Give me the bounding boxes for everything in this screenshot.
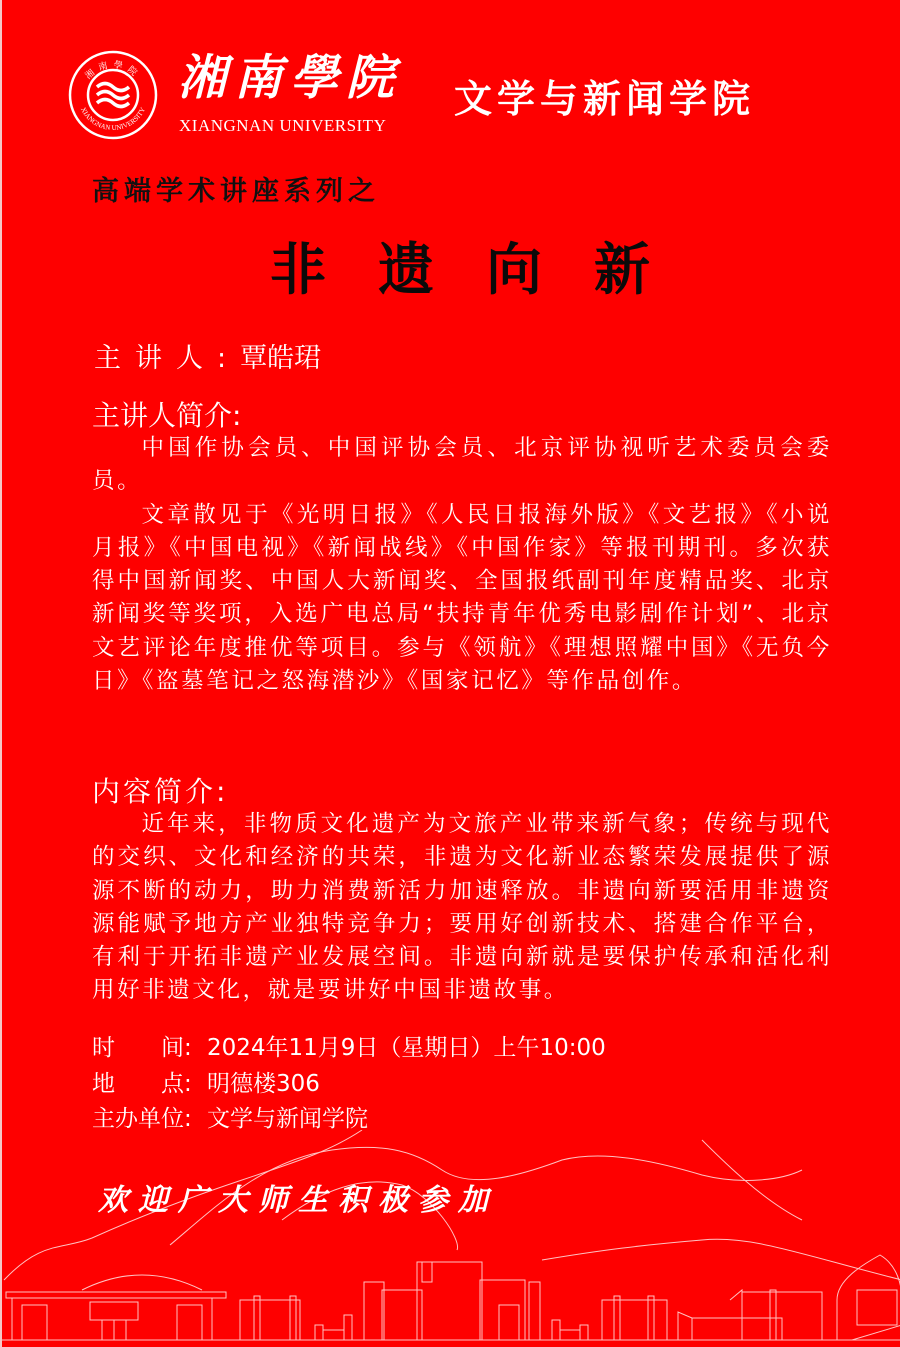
speaker-bio — [92, 432, 832, 698]
lecture-title-char: 向 — [486, 238, 542, 303]
university-name-chinese: 湘南學院 — [178, 50, 403, 106]
campus-skyline-illustration — [2, 1130, 900, 1347]
svg-text:XIANGNAN UNIVERSITY: XIANGNAN UNIVERSITY — [78, 106, 148, 133]
lecture-title-char: 新 — [594, 238, 650, 303]
speaker-line — [94, 345, 321, 372]
event-location-label: 地 点: — [92, 1071, 192, 1097]
event-organizer — [92, 1108, 368, 1131]
event-location — [92, 1073, 320, 1096]
svg-text:湘南學院: 湘南學院 — [83, 60, 143, 82]
event-time-value: 2024年11月9日（星期日）上午10:00 — [207, 1035, 606, 1061]
event-location-value: 明德楼306 — [207, 1071, 320, 1097]
lecture-title-char: 遗 — [378, 238, 434, 303]
content-intro-heading: 内容简介: — [92, 775, 229, 808]
bio-paragraph: 文章散见于《光明日报》《人民日报海外版》《文艺报》《小说月报》《中国电视》《新闻战线》《中国作家》等报刊期刊。多次获得中国新闻奖、中国人大新闻奖、全国报纸副刊年度精品奖、北京新闻奖等奖项，入选广电总局“扶持青年优秀电影剧作计划”、北京文艺评论年度推优等项目。参与《领航》《理想照耀中国》《无负今日》《盗墓笔记之怒海潜沙》《国家记忆》等作品创作。 — [92, 501, 832, 695]
content-intro — [92, 808, 832, 1008]
speaker-bio-heading: 主讲人简介: — [92, 399, 242, 432]
university-name-english: XIANGNAN UNIVERSITY — [179, 116, 387, 135]
intro-paragraph: 近年来，非物质文化遗产为文旅产业带来新气象；传统与现代的交织、文化和经济的共荣，非遗为文化新业态繁荣发展提供了源源不断的动力，助力消费新活力加速释放。非遗向新要活用非遗资源能赋予地方产业独特竞争力；要用好创新技术、搭建合作平台，有利于开拓非遗产业发展空间。非遗向新就是要保护传承和活化利用好非遗文化，就是要讲好中国非遗故事。 — [92, 811, 832, 1004]
event-organizer-value: 文学与新闻学院 — [207, 1106, 368, 1132]
college-name: 文学与新闻学院 — [454, 77, 756, 121]
speaker-name: 覃皓珺 — [240, 343, 322, 374]
welcome-slogan: 欢迎广大师生积极参加 — [98, 1183, 498, 1218]
lecture-title — [270, 238, 702, 303]
event-organizer-label: 主办单位: — [92, 1106, 192, 1132]
event-time — [92, 1037, 606, 1060]
series-title: 高端学术讲座系列之 — [92, 176, 380, 207]
lecture-title-char: 非 — [270, 238, 326, 303]
event-time-label: 时 间: — [92, 1035, 192, 1061]
bio-paragraph: 中国作协会员、中国评协会员、北京评协视听艺术委员会委员。 — [92, 435, 832, 495]
university-seal-logo — [68, 50, 158, 140]
speaker-label: 主讲人: — [94, 343, 241, 374]
